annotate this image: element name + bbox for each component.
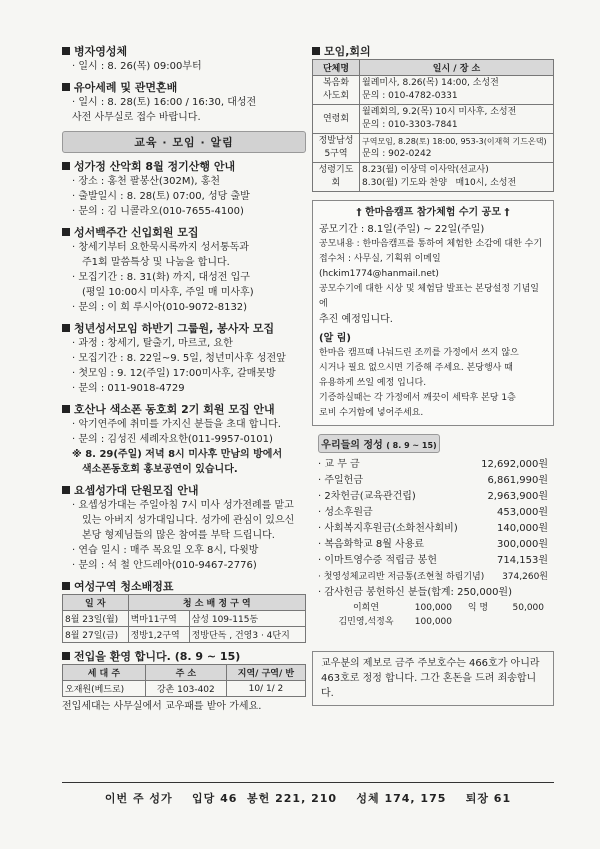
camp-essay-box — [312, 200, 554, 426]
table-header: 지역/ 구역/ 반 — [226, 665, 305, 681]
new-residents-note: 전입세대는 사무실에서 교우패를 받아 가세요. — [62, 701, 262, 712]
offerings-header: 우리들의 정성 ( 8. 9 ~ 15) — [318, 434, 440, 453]
sax-contact: · 문의 : 김성진 세례자요한(011-9957-0101) — [72, 434, 273, 445]
offering-row: · 사회복지후원금(소화천사회비) 140,000원 — [318, 523, 548, 534]
baptism-note: 사전 사무실로 접수 바랍니다. — [72, 112, 201, 123]
table-cell: 월례미사, 8.26(목) 14:00, 소성전 문의 : 010-4782-0331 — [360, 76, 554, 105]
offering-row: · 복음화학교 8월 사용료 300,000원 — [318, 539, 548, 550]
bible-line: · 모집기간 : 8. 31(화) 까지, 대성전 입구 — [72, 272, 250, 283]
table-row — [63, 611, 306, 627]
square-bullet-icon — [62, 652, 70, 660]
choir-line: 있는 아버지 성가대입니다. 성가에 관심이 있으신 — [82, 515, 295, 526]
section-infant-baptism: 유아세례 및 관면혼배 — [62, 80, 306, 95]
table-cell: 8월 27일(금) — [63, 627, 129, 643]
group-name: 성령기도회 — [313, 163, 360, 192]
table-header: 일시 / 장 소 — [360, 60, 554, 76]
table-cell: 벽마11구역 — [128, 611, 189, 627]
square-bullet-icon — [62, 582, 70, 590]
sax-note: 색소폰동호회 홍보공연이 있습니다. — [82, 464, 238, 475]
table-row — [63, 627, 306, 643]
youth-line: · 모집기간 : 8. 22일~9. 5일, 청년미사후 성전앞 — [72, 353, 286, 364]
offering-row: · 성소후원금 453,000원 — [318, 507, 548, 518]
square-bullet-icon — [62, 228, 70, 236]
camp-line: 공모기간 : 8.1일(주일) ~ 22일(주일) — [319, 224, 485, 235]
notice-line: 시거나 필요 없으시면 기증해 주세요. 본당행사 때 — [319, 363, 513, 373]
bible-line: · 창세기부터 요한묵시록까지 성서통독과 — [72, 242, 249, 253]
section-cleaning-schedule: 여성구역 청소배정표 — [62, 579, 306, 594]
table-cell: 정방단독 , 건영3 · 4단지 — [189, 627, 305, 643]
section-hiking-club: 성가정 산악회 8월 정기산행 안내 — [62, 159, 306, 174]
correction-notice: 교우분의 제보로 금주 주보호수는 466호가 아니라 463호로 정정 합니다. 그간 혼돈을 드려 죄송합니다. — [312, 651, 554, 706]
section-new-residents: 전입을 환영 합니다. (8. 9 ~ 15) — [62, 649, 306, 664]
bible-line: (평일 10:00시 미사후, 주일 매 미사후) — [82, 287, 254, 298]
table-header: 단체명 — [313, 60, 360, 76]
sax-note: ※ 8. 29(주일) 저녁 8시 미사후 만남의 방에서 — [72, 449, 283, 460]
notice-line: 한마음 캠프때 나눠드린 조끼를 가정에서 쓰지 않으 — [319, 348, 519, 358]
notice-line: 기증하실때는 각 가정에서 깨끗이 세탁후 본당 1층 — [319, 393, 516, 403]
table-row — [313, 134, 554, 163]
group-name: 복음화 사도회 — [313, 76, 360, 105]
camp-line: 공모내용 : 한마음캠프를 통하여 체험한 소감에 대한 수기 — [319, 239, 543, 249]
offering-row: · 교 무 금 12,692,000원 — [318, 459, 548, 470]
cleaning-table — [62, 594, 306, 643]
square-bullet-icon — [62, 83, 70, 91]
camp-title: † 한마음캠프 참가체험 수기 공모 † — [356, 207, 510, 218]
notice-line: 로비 수거함에 넣어주세요. — [319, 408, 424, 418]
offering-row: · 주일헌금 6,861,990원 — [318, 475, 548, 486]
table-cell: 10/ 1/ 2 — [226, 681, 305, 697]
table-header: 세 대 주 — [63, 665, 146, 681]
table-cell: 8월 23일(월) — [63, 611, 129, 627]
sick-communion-date: · 일시 : 8. 26(목) 09:00부터 — [72, 61, 202, 72]
square-bullet-icon — [62, 162, 70, 170]
group-name: 정발남성 5구역 — [313, 134, 360, 163]
notice-line: 유용하게 쓰일 예정 입니다. — [319, 378, 427, 388]
table-cell: 8.23(월) 이상덕 이사악(선교사) 8.30(월) 기도와 찬양 매10시, 소성전 — [360, 163, 554, 192]
section-joseph-choir: 요셉성가대 단원모집 안내 — [62, 483, 306, 498]
new-residents-table — [62, 664, 306, 697]
table-header: 청 소 배 정 구 역 — [128, 595, 305, 611]
table-cell: 월례회의, 9.2(목) 10시 미사후, 소성전 문의 : 010-3303-7841 — [360, 105, 554, 134]
bible-contact: · 문의 : 이 희 루시아(010-9072-8132) — [72, 302, 248, 313]
section-sick-communion: 병자영성체 — [62, 44, 306, 59]
square-bullet-icon — [62, 47, 70, 55]
camp-line: 추진 예정입니다. — [319, 314, 393, 325]
choir-line: · 요셉성가대는 주일아침 7시 미사 성가전례를 맡고 — [72, 500, 294, 511]
offering-row: · 이마트영수증 적립금 봉헌 714,153원 — [318, 555, 548, 566]
right-column — [312, 38, 554, 706]
table-row — [63, 681, 306, 697]
group-name: 연령회 — [313, 105, 360, 134]
table-row — [313, 76, 554, 105]
section-bible-100-weeks: 성서백주간 신입회원 모집 — [62, 225, 306, 240]
choir-contact: · 문의 : 석 철 안드레아(010-9467-2776) — [72, 560, 257, 571]
hiking-contact: · 문의 : 김 니콜라오(010-7655-4100) — [72, 206, 244, 217]
section-youth-bible: 청년성서모임 하반기 그룹원, 봉사자 모집 — [62, 321, 306, 336]
youth-contact: · 문의 : 011-9018-4729 — [72, 383, 185, 394]
table-row — [313, 163, 554, 192]
table-cell: 정방1,2구역 — [128, 627, 189, 643]
table-row — [313, 105, 554, 134]
table-header: 주 소 — [145, 665, 226, 681]
square-bullet-icon — [62, 324, 70, 332]
camp-line: 공모수기에 대한 시상 및 체험담 발표는 본당설정 기념일에 — [319, 284, 539, 309]
section-saxophone-club: 호산나 색소폰 동호회 2기 회원 모집 안내 — [62, 402, 306, 417]
square-bullet-icon — [62, 486, 70, 494]
thanks-offering-title: · 감사헌금 봉헌하신 분들(합계: 250,000원) — [318, 587, 512, 598]
table-cell: 오재원(베드로) — [63, 681, 146, 697]
bible-line: 주1회 말씀특상 및 나눔을 합니다. — [82, 257, 230, 268]
left-column — [62, 38, 306, 714]
square-bullet-icon — [312, 47, 320, 55]
table-cell: 삼성 109-115동 — [189, 611, 305, 627]
square-bullet-icon — [62, 405, 70, 413]
donor-row: 김민영,석정옥 100,000 — [338, 617, 452, 627]
hiking-departure: · 출발일시 : 8. 28(토) 07:00, 성당 출발 — [72, 191, 250, 202]
choir-line: · 연습 일시 : 매주 목요일 오후 8시, 다윗방 — [72, 545, 259, 556]
youth-line: · 과정 : 창세기, 탈출기, 마르코, 요한 — [72, 338, 233, 349]
table-cell: 강촌 103-402 — [145, 681, 226, 697]
sax-line: · 악기연주에 취미를 가지신 분들을 초대 합니다. — [72, 419, 281, 430]
camp-line: 접수처 : 사무실, 기획위 이메일(hckim1774@hanmail.net) — [319, 254, 441, 279]
section-meetings: 모임,회의 — [312, 44, 554, 59]
notice-title: (알 림) — [319, 333, 351, 344]
donor-row: 이희연 100,000 익 명 50,000 — [352, 603, 544, 613]
baptism-date: · 일시 : 8. 28(토) 16:00 / 16:30, 대성전 — [72, 97, 257, 108]
table-cell: 구역모임, 8.28(토) 18:00, 953-3(이재혁 기드온댁) 문의 : 902-0242 — [360, 134, 554, 163]
hiking-place: · 장소 : 홍천 팔봉산(302M), 홍천 — [72, 176, 221, 187]
table-header: 일 자 — [63, 595, 129, 611]
youth-line: · 첫모임 : 9. 12(주일) 17:00미사후, 갈매못방 — [72, 368, 276, 379]
footer-divider — [62, 782, 554, 783]
choir-line: 본당 형제님들의 많은 참여를 부탁 드립니다. — [82, 530, 275, 541]
offering-row: · 2차헌금(교육관건립) 2,963,900원 — [318, 491, 548, 502]
education-meeting-notice-header: 교육 · 모임 · 알림 — [62, 131, 306, 153]
meetings-table — [312, 59, 554, 192]
offering-row: · 첫영성체교리반 저금통(조현철 하림기념) 374,260원 — [318, 572, 548, 582]
hymn-footer: 이번 주 성가 입당 46 봉헌 221, 210 성체 174, 175 퇴장 61 — [104, 792, 512, 805]
